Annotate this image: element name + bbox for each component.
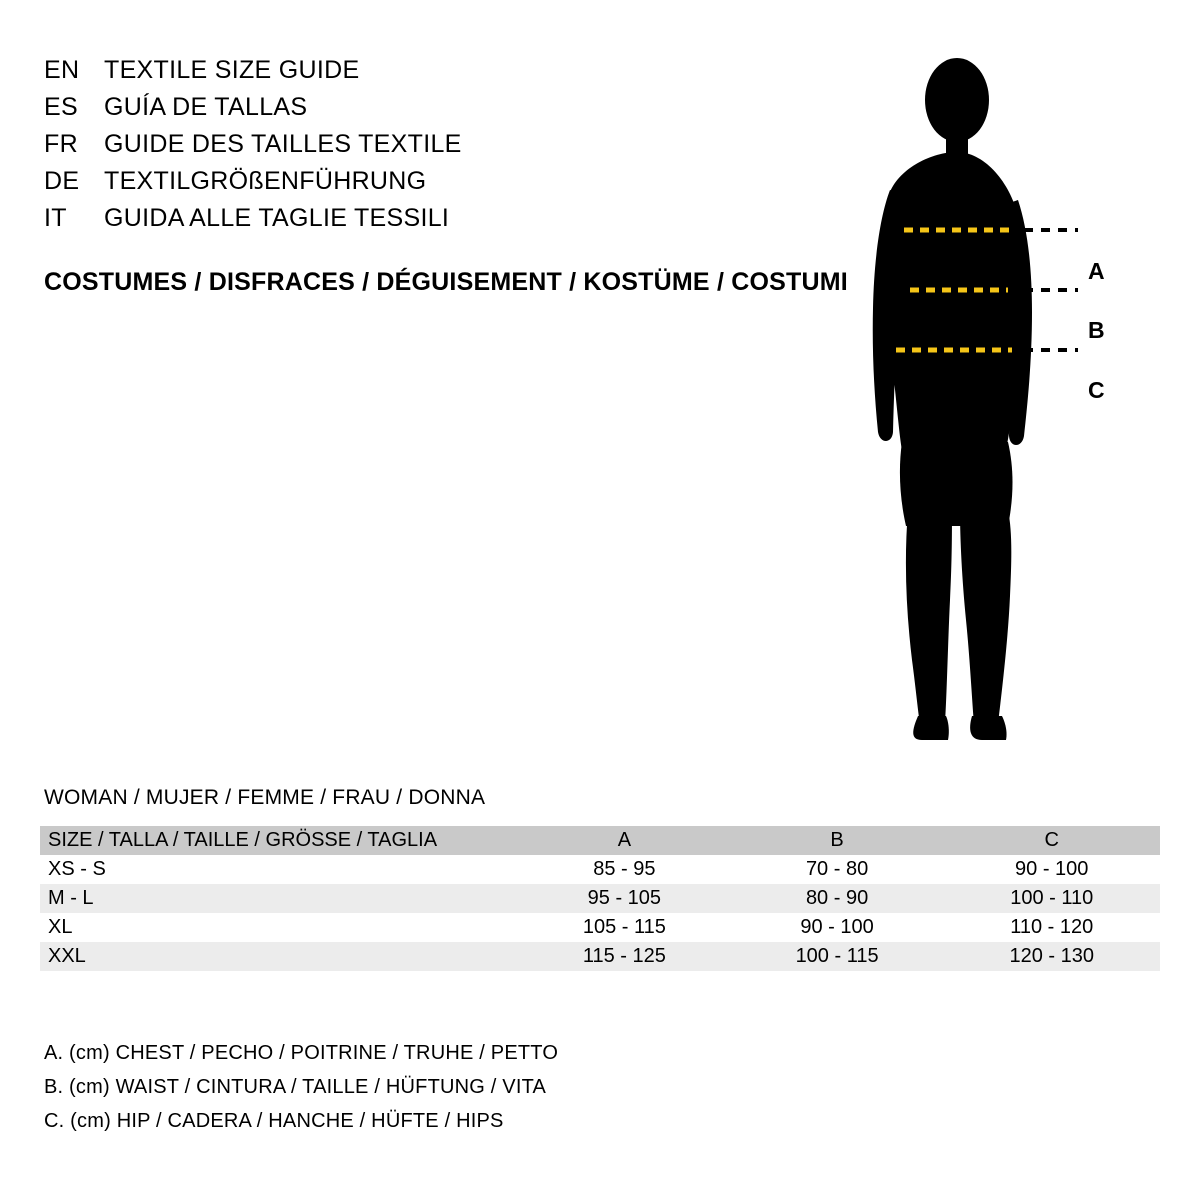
language-row [44,167,824,204]
cell-size: M - L [48,887,94,909]
language-row [44,204,824,241]
cell-c: 110 - 120 [1010,916,1094,938]
female-silhouette-icon [860,40,1160,740]
cell-size: XXL [48,945,86,967]
costumes-heading: COSTUMES / DISFRACES / DÉGUISEMENT / KOSTÜME / COSTUMI [44,268,848,296]
language-code: FR [44,130,78,158]
table-header-row [40,826,1160,855]
cell-b: 100 - 115 [795,945,879,967]
cell-b: 90 - 100 [800,916,874,938]
cell-b: 80 - 90 [805,887,869,909]
cell-c: 120 - 130 [1009,945,1094,967]
language-text: TEXTILE SIZE GUIDE [104,56,360,84]
language-row [44,93,824,130]
language-row [44,56,824,93]
column-header-a: A [617,829,632,851]
table-row [40,884,1160,913]
language-row [44,130,824,167]
legend-line-c: C. (cm) HIP / CADERA / HANCHE / HÜFTE / HIPS [44,1110,504,1132]
legend-line-a: A. (cm) CHEST / PECHO / POITRINE / TRUHE / PETTO [44,1042,559,1064]
cell-a: 95 - 105 [587,887,662,909]
language-code: IT [44,204,67,232]
language-text: GUÍA DE TALLAS [104,93,308,121]
table-row [40,942,1160,971]
language-list [44,56,824,241]
table-header [40,826,1160,855]
language-text: TEXTILGRÖßENFÜHRUNG [104,167,427,195]
language-text: GUIDE DES TAILLES TEXTILE [104,130,462,158]
cell-size: XL [48,916,73,938]
cell-c: 90 - 100 [1015,858,1089,880]
measure-label-a: A [1088,258,1105,284]
column-header-c: C [1044,829,1059,851]
table-title: WOMAN / MUJER / FEMME / FRAU / DONNA [44,786,486,809]
language-code: ES [44,93,78,121]
table-row [40,855,1160,884]
size-table [40,826,1160,971]
table-body [40,855,1160,971]
language-code: DE [44,167,80,195]
cell-a: 105 - 115 [582,916,666,938]
language-code: EN [44,56,80,84]
cell-size: XS - S [48,858,106,880]
measure-label-b: B [1088,317,1105,343]
cell-a: 85 - 95 [593,858,656,880]
figure-area [860,40,1160,740]
measurement-legend [44,1036,558,1138]
column-header-b: B [830,829,844,851]
table-row [40,913,1160,942]
legend-line-b: B. (cm) WAIST / CINTURA / TAILLE / HÜFTUNG / VITA [44,1076,547,1098]
cell-c: 100 - 110 [1010,887,1094,909]
measure-label-c: C [1088,377,1105,403]
column-header-size: SIZE / TALLA / TAILLE / GRÖSSE / TAGLIA [48,829,438,851]
cell-b: 70 - 80 [805,858,869,880]
cell-a: 115 - 125 [582,945,666,967]
language-text: GUIDA ALLE TAGLIE TESSILI [104,204,450,232]
